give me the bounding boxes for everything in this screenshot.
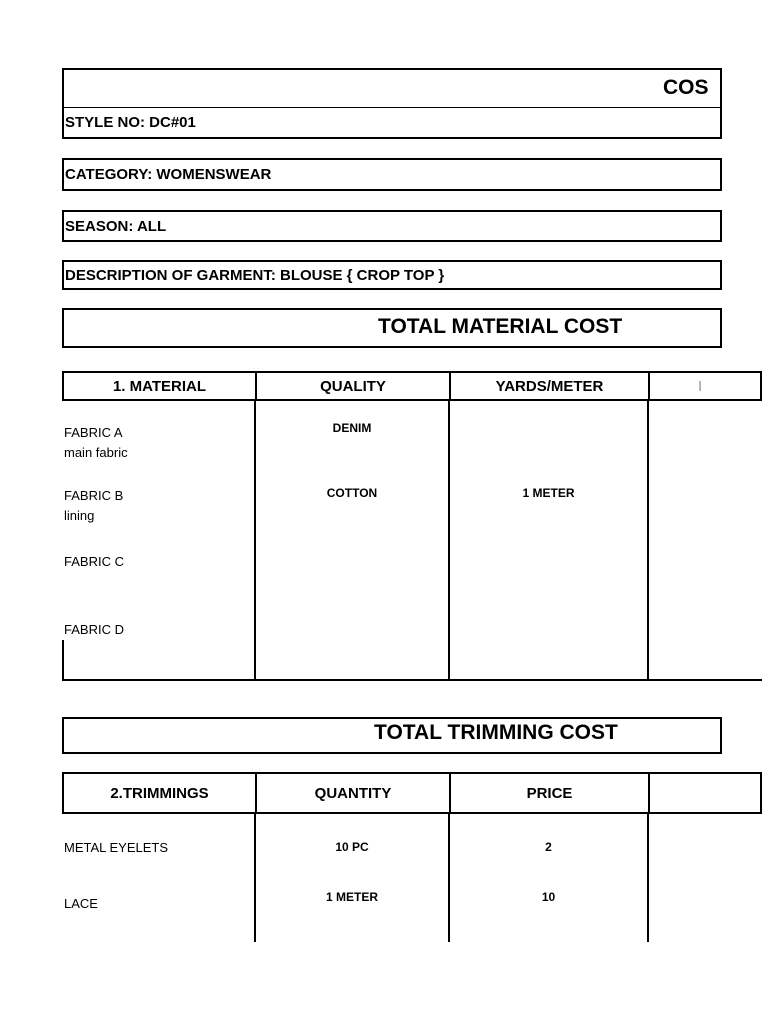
material-row-b-name: FABRIC B	[64, 488, 124, 503]
header-trimmings: 2.TRIMMINGS	[64, 774, 257, 812]
trimming-title: TOTAL TRIMMING COST	[374, 721, 618, 744]
trimming-vline-3	[647, 812, 649, 942]
trimming-vline-1	[254, 812, 256, 942]
material-row-b-sub: lining	[64, 508, 95, 523]
header-yards-meter: YARDS/METER	[451, 373, 650, 399]
material-title: TOTAL MATERIAL COST	[378, 315, 623, 338]
trimming-title-box	[62, 717, 722, 754]
header-trim-col4	[650, 774, 760, 812]
material-row-d-name: FABRIC D	[64, 622, 124, 637]
material-row-b-yards: 1 METER	[522, 486, 575, 500]
trimming-row-2-price: 10	[541, 890, 556, 904]
header-col4: I	[698, 377, 703, 395]
header-material: 1. MATERIAL	[64, 373, 257, 399]
material-row-b-quality: COTTON	[326, 486, 378, 500]
category-row	[62, 158, 722, 191]
material-vline-2	[448, 399, 450, 681]
material-row-c-name: FABRIC C	[64, 554, 124, 569]
description-label: DESCRIPTION OF GARMENT: BLOUSE { CROP TOP }	[65, 266, 445, 284]
material-vline-3	[647, 399, 649, 681]
trimming-row-1-name: METAL EYELETS	[64, 840, 169, 855]
material-vline-1	[254, 399, 256, 681]
trimming-header-row	[62, 772, 762, 814]
trimming-row-2-quantity: 1 METER	[325, 890, 378, 904]
header-quantity: QUANTITY	[257, 774, 451, 812]
material-bottom-line	[62, 679, 762, 681]
sheet-title: COS	[663, 76, 709, 99]
header-quality: QUALITY	[257, 373, 451, 399]
trimming-vline-2	[448, 812, 450, 942]
season-label: SEASON: ALL	[65, 217, 167, 235]
material-row-a-name: FABRIC A	[64, 425, 123, 440]
sheet-title-box	[62, 68, 722, 108]
header-price: PRICE	[451, 774, 650, 812]
material-header-row	[62, 371, 762, 401]
category-label: CATEGORY: WOMENSWEAR	[65, 166, 272, 183]
description-row	[62, 260, 722, 290]
material-vline-left	[62, 640, 64, 681]
trimming-row-1-price: 2	[545, 840, 552, 854]
trimming-row-2-name: LACE	[64, 896, 98, 911]
material-row-a-quality: DENIM	[332, 421, 372, 435]
material-row-a-sub: main fabric	[64, 445, 128, 460]
style-no-row	[62, 107, 722, 139]
material-title-box	[62, 308, 722, 348]
season-row	[62, 210, 722, 242]
trimming-row-1-quantity: 10 PC	[335, 840, 369, 854]
style-no-label: STYLE NO: DC#01	[65, 114, 196, 131]
